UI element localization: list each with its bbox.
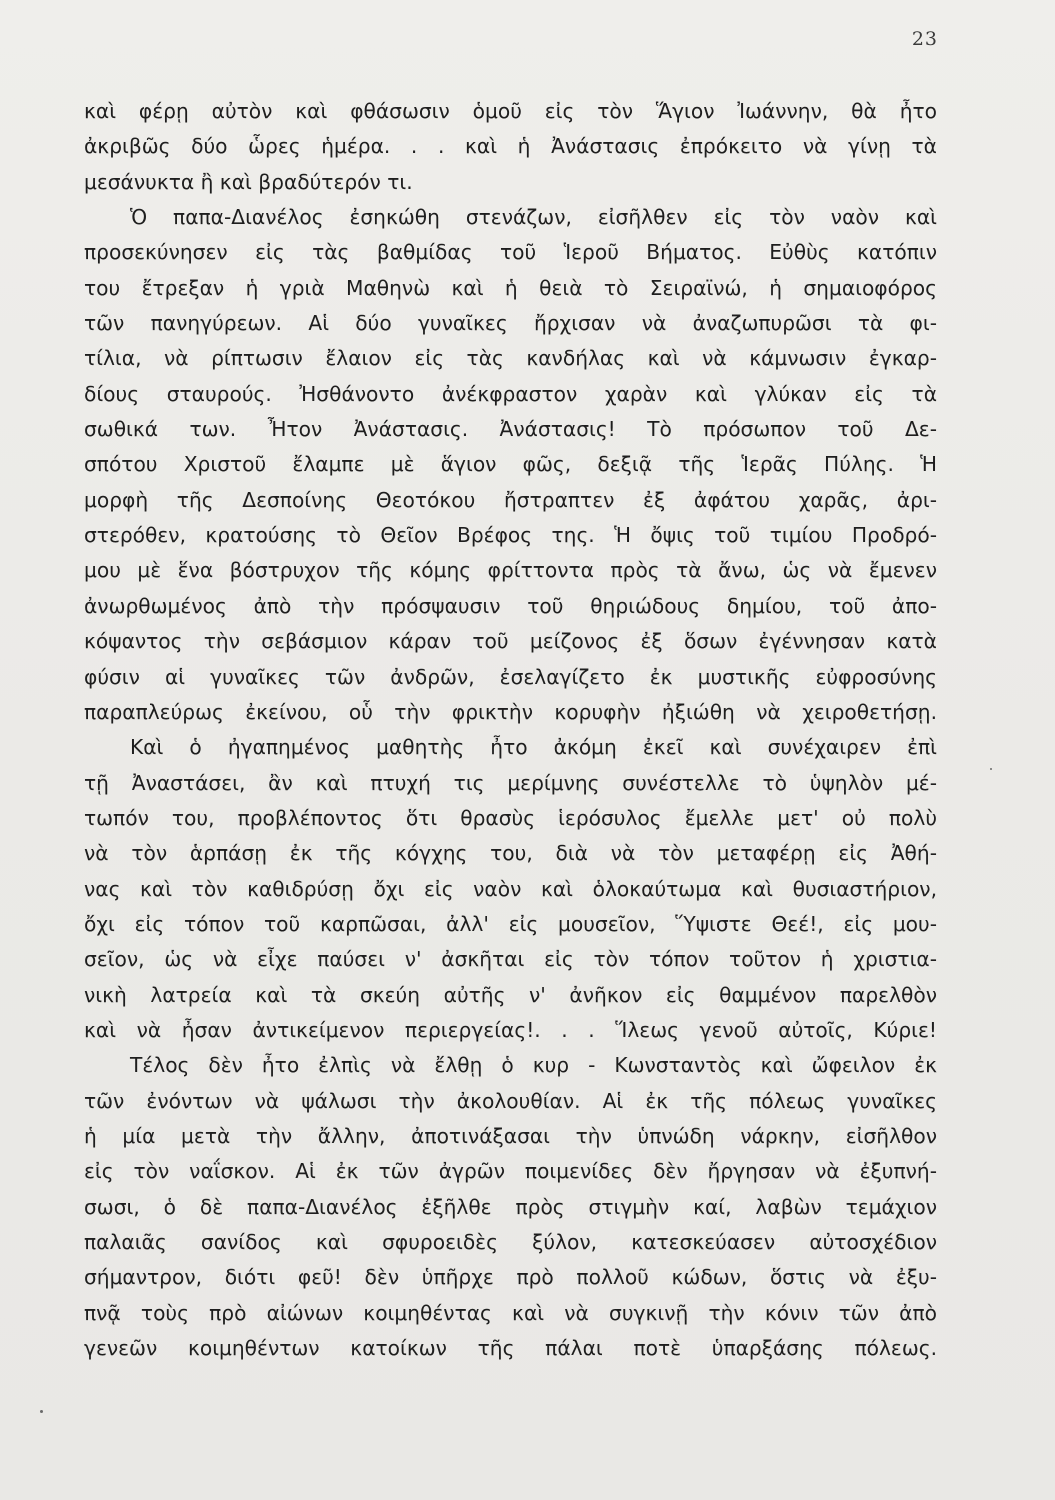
- text-line: τῶν ἐνόντων νὰ ψάλωσι τὴν ἀκολουθίαν. Αἱ ἐκ τῆς πόλεως γυναῖκες: [84, 1088, 937, 1113]
- text-line: νικὴ λατρεία καὶ τὰ σκεύη αὐτῆς ν' ἀνῆκον εἰς θαμμένον παρελθὸν: [84, 982, 937, 1007]
- text-line: γενεῶν κοιμηθέντων κατοίκων τῆς πάλαι ποτὲ ὑπαρξάσης πόλεως.: [84, 1336, 937, 1361]
- text-line: σεῖον, ὡς νὰ εἶχε παύσει ν' ἀσκῆται εἰς τὸν τόπον τοῦτον ἡ χριστια-: [84, 947, 937, 972]
- page-number: 23: [911, 28, 938, 50]
- text-line: φύσιν αἱ γυναῖκες τῶν ἀνδρῶν, ἐσελαγίζετο ἐκ μυστικῆς εὐφροσύνης: [84, 664, 937, 689]
- text-line: καὶ νὰ ἦσαν ἀντικείμενον περιεργείας!. . . Ἵλεως γενοῦ αὐτοῖς, Κύριε!: [84, 1017, 937, 1042]
- text-line: εἰς τὸν ναΐσκον. Αἱ ἐκ τῶν ἀγρῶν ποιμενίδες δὲν ἤργησαν νὰ ἐξυπνή-: [84, 1159, 937, 1184]
- text-line: πνᾷ τοὺς πρὸ αἰώνων κοιμηθέντας καὶ νὰ συγκινῇ τὴν κόνιν τῶν ἀπὸ: [84, 1300, 937, 1325]
- text-line: κόψαντος τὴν σεβάσμιον κάραν τοῦ μείζονος ἐξ ὅσων ἐγέννησαν κατὰ: [84, 629, 937, 654]
- text-line: σωσι, ὁ δὲ παπα-Διανέλος ἐξῆλθε πρὸς στιγμὴν καί, λαβὼν τεμάχιον: [84, 1194, 937, 1219]
- text-line: στερόθεν, κρατούσης τὸ Θεῖον Βρέφος της. Ἡ ὄψις τοῦ τιμίου Προδρό-: [84, 523, 937, 548]
- text-line: ἡ μία μετὰ τὴν ἄλλην, ἀποτινάξασαι τὴν ὑπνώδη νάρκην, εἰσῆλθον: [84, 1123, 937, 1148]
- text-line: τωπόν του, προβλέποντος ὅτι θρασὺς ἱερόσυλος ἔμελλε μετ' οὐ πολὺ: [84, 805, 937, 830]
- paper-speck: [990, 768, 992, 770]
- text-line: μορφὴ τῆς Δεσποίνης Θεοτόκου ἤστραπτεν ἐξ ἀφάτου χαρᾶς, ἀρι-: [84, 487, 937, 512]
- text-line: σπότου Χριστοῦ ἔλαμπε μὲ ἅγιον φῶς, δεξιᾷ τῆς Ἱερᾶς Πύλης. Ἡ: [84, 452, 937, 477]
- text-line: Καὶ ὁ ἠγαπημένος μαθητὴς ἦτο ἀκόμη ἐκεῖ καὶ συνέχαιρεν ἐπὶ: [130, 735, 937, 760]
- text-line: προσεκύνησεν εἰς τὰς βαθμίδας τοῦ Ἱεροῦ Βήματος. Εὐθὺς κατόπιν: [84, 240, 937, 265]
- text-line: ἀκριβῶς δύο ὧρες ἡμέρα. . . καὶ ἡ Ἀνάστασις ἐπρόκειτο νὰ γίνῃ τὰ: [84, 134, 937, 159]
- text-line: μου μὲ ἕνα βόστρυχον τῆς κόμης φρίττοντα πρὸς τὰ ἄνω, ὡς νὰ ἔμενεν: [84, 558, 937, 583]
- text-line: καὶ φέρῃ αὐτὸν καὶ φθάσωσιν ὁμοῦ εἰς τὸν Ἅγιον Ἰωάννην, θὰ ἦτο: [84, 99, 937, 123]
- text-line: παραπλεύρως ἐκείνου, οὗ τὴν φρικτὴν κορυφὴν ἠξιώθη νὰ χειροθετήσῃ.: [84, 699, 937, 724]
- paragraph: [84, 1048, 937, 1366]
- text-line: νὰ τὸν ἁρπάσῃ ἐκ τῆς κόγχης του, διὰ νὰ τὸν μεταφέρῃ εἰς Ἀθή-: [84, 841, 937, 866]
- text-line: Τέλος δὲν ἦτο ἐλπὶς νὰ ἔλθῃ ὁ κυρ - Κωνσταντὸς καὶ ὤφειλον ἐκ: [130, 1053, 937, 1078]
- text-line: τῇ Ἀναστάσει, ἂν καὶ πτυχή τις μερίμνης συνέστελλε τὸ ὑψηλὸν μέ-: [84, 770, 937, 795]
- paragraph: [84, 94, 937, 200]
- body-text: [84, 94, 937, 1366]
- text-line: τίλια, νὰ ρίπτωσιν ἔλαιον εἰς τὰς κανδήλας καὶ νὰ κάμνωσιν ἐγκαρ-: [84, 346, 937, 371]
- text-line: τῶν πανηγύρεων. Αἱ δύο γυναῖκες ἤρχισαν νὰ ἀναζωπυρῶσι τὰ φι-: [84, 311, 937, 336]
- text-line: σωθικά των. Ἦτον Ἀνάστασις. Ἀνάστασις! Τὸ πρόσωπον τοῦ Δε-: [84, 417, 937, 442]
- text-line: του ἔτρεξαν ἡ γριὰ Μαθηνὼ καὶ ἡ θειὰ τὸ Σειραϊνώ, ἡ σημαιοφόρος: [84, 275, 937, 300]
- text-line: ὄχι εἰς τόπον τοῦ καρπῶσαι, ἀλλ' εἰς μουσεῖον, Ὕψιστε Θεέ!, εἰς μου-: [84, 911, 937, 936]
- text-line: Ὁ παπα-Διανέλος ἐσηκώθη στενάζων, εἰσῆλθεν εἰς τὸν ναὸν καὶ: [130, 205, 937, 230]
- paragraph: [84, 730, 937, 1048]
- text-line: σήμαντρον, διότι φεῦ! δὲν ὑπῆρχε πρὸ πολλοῦ κώδων, ὅστις νὰ ἐξυ-: [84, 1265, 937, 1290]
- text-line: μεσάνυκτα ἢ καὶ βραδύτερόν τι.: [84, 169, 413, 194]
- text-line: δίους σταυρούς. Ἠσθάνοντο ἀνέκφραστον χαρὰν καὶ γλύκαν εἰς τὰ: [84, 381, 937, 406]
- paragraph: [84, 200, 937, 730]
- text-line: παλαιᾶς σανίδος καὶ σφυροειδὲς ξύλον, κατεσκεύασεν αὐτοσχέδιον: [84, 1230, 937, 1254]
- text-line: νας καὶ τὸν καθιδρύσῃ ὄχι εἰς ναὸν καὶ ὁλοκαύτωμα καὶ θυσιαστήριον,: [84, 876, 937, 901]
- paper-speck: [40, 1410, 43, 1413]
- text-line: ἀνωρθωμένος ἀπὸ τὴν πρόσψαυσιν τοῦ θηριώδους δημίου, τοῦ ἀπο-: [84, 593, 937, 618]
